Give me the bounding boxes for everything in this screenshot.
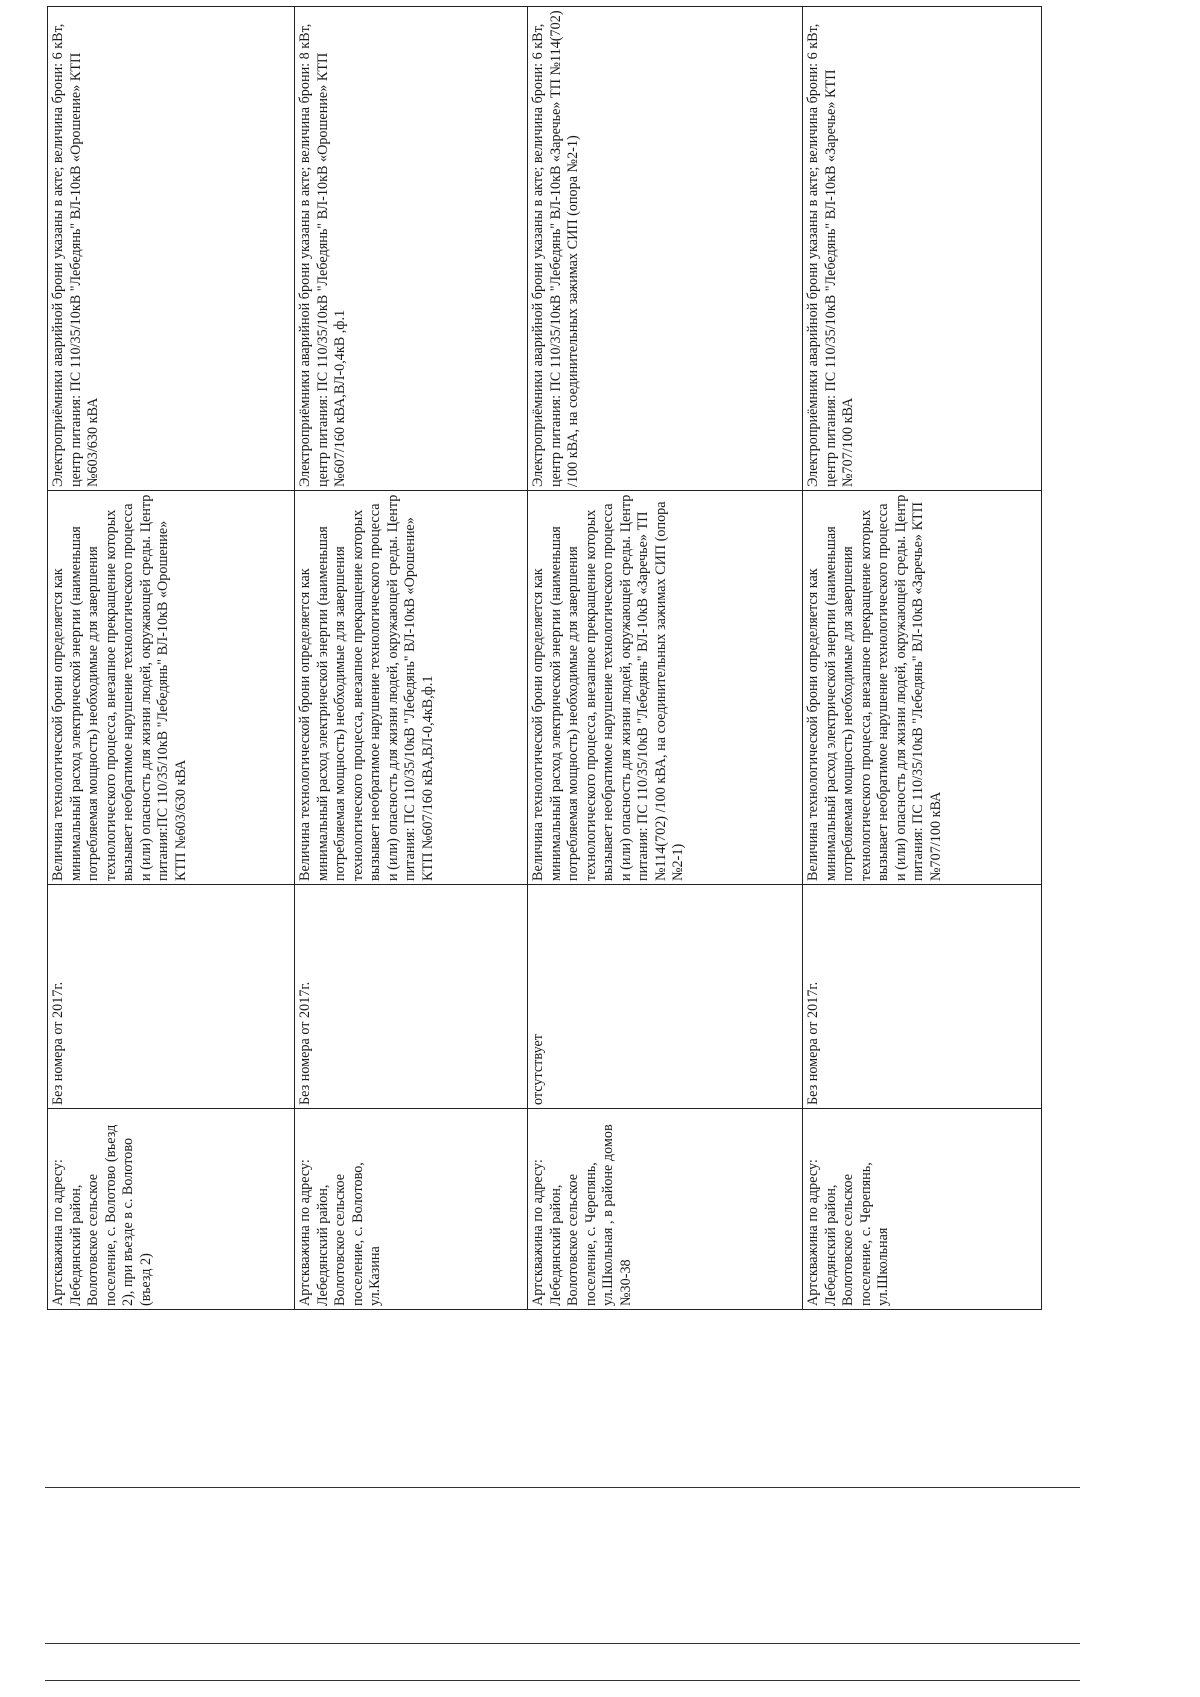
address-cell: Артскважина по адресу: Лебедянский район, Волотовское сельское поселение, с. Черепянь, ул.Школьная , в районе домов №30-38 [528,1109,803,1310]
reservation-table [47,6,1042,1310]
signature-line [45,1470,1080,1471]
technological-reserve-cell: Величина технологической брони определяется как минимальный расход электрической энергии (наименьшая потребляемая мощность) необходимые для завершения технологического процесса, внезапное прекращение которых вызывает необратимое нарушение технологического процесса и (или) опасность для жизни людей, окружающей среды. Центр питания:ПС 110/35/10кВ "Лебедянь" ВЛ-10кВ «Орошение» КТП №603/630 кВА [48,491,295,885]
act-cell: Без номера от 2017г. [48,885,295,1109]
table-row [48,7,295,1310]
emergency-reserve-cell: Электроприёмники аварийной брони указаны в акте; величина брони: 6 кВт, центр питания: ПС 110/35/10кВ "Лебедянь" ВЛ-10кВ «Орошение» КТП №603/630 кВА [48,7,295,491]
technological-reserve-cell: Величина технологической брони определяется как минимальный расход электрической энергии (наименьшая потребляемая мощность) необходимые для завершения технологического процесса, внезапное прекращение которых вызывает необратимое нарушение технологического процесса и (или) опасность для жизни людей, окружающей среды. Центр питания: ПС 110/35/10кВ "Лебедянь" ВЛ-10кВ «Орошение» КТП №607/160 кВА,ВЛ-0,4кВ,ф.1 [295,491,528,885]
emergency-reserve-cell: Электроприёмники аварийной брони указаны в акте; величина брони: 6 кВт, центр питания: ПС 110/35/10кВ "Лебедянь" ВЛ-10кВ «Заречье» ТП №114(702) /100 кВА, на соединительных зажимах СИП (опора №2-1) [528,7,803,491]
technological-reserve-cell: Величина технологической брони определяется как минимальный расход электрической энергии (наименьшая потребляемая мощность) необходимые для завершения технологического процесса, внезапное прекращение которых вызывает необратимое нарушение технологического процесса и (или) опасность для жизни людей, окружающей среды. Центр питания: ПС 110/35/10кВ "Лебедянь" ВЛ-10кВ «Заречье» КТП №707/100 кВА [803,491,1042,885]
act-cell: Без номера от 2017г. [295,885,528,1109]
address-cell: Артскважина по адресу: Лебедянский район, Волотовское сельское поселение, с. Черепянь, ул.Школьная [803,1109,1042,1310]
emergency-reserve-cell: Электроприёмники аварийной брони указаны в акте; величина брони: 8 кВт, центр питания: ПС 110/35/10кВ "Лебедянь" ВЛ-10кВ «Орошение» КТП №607/160 кВА,ВЛ-0,4кВ ,ф.1 [295,7,528,491]
table-row [528,7,803,1310]
emergency-reserve-cell: Электроприёмники аварийной брони указаны в акте; величина брони: 6 кВт, центр питания: ПС 110/35/10кВ "Лебедянь" ВЛ-10кВ «Заречье» КТП №707/100 кВА [803,7,1042,491]
table-row [803,7,1042,1310]
act-cell: Без номера от 2017г. [803,885,1042,1109]
table-row [295,7,528,1310]
technological-reserve-cell: Величина технологической брони определяется как минимальный расход электрической энергии (наименьшая потребляемая мощность) необходимые для завершения технологического процесса, внезапное прекращение которых вызывает необратимое нарушение технологического процесса и (или) опасность для жизни людей, окружающей среды. Центр питания: ПС 110/35/10кВ "Лебедянь" ВЛ-10кВ «Заречье» ТП №114(702) /100 кВА, на соединительных зажимах СИП (опора №2-1) [528,491,803,885]
signature-line [45,1643,1080,1644]
signature-line [45,1487,1080,1488]
signature-line [45,1680,1080,1681]
address-cell: Артскважина по адресу: Лебедянский район, Волотовское сельское поселение, с. Волотово (въезд 2), при въезде в с. Волотово (въезд 2) [48,1109,295,1310]
act-cell: отсутствует [528,885,803,1109]
address-cell: Артскважина по адресу: Лебедянский район, Волотовское сельское поселение, с. Волотово, ул.Казина [295,1109,528,1310]
